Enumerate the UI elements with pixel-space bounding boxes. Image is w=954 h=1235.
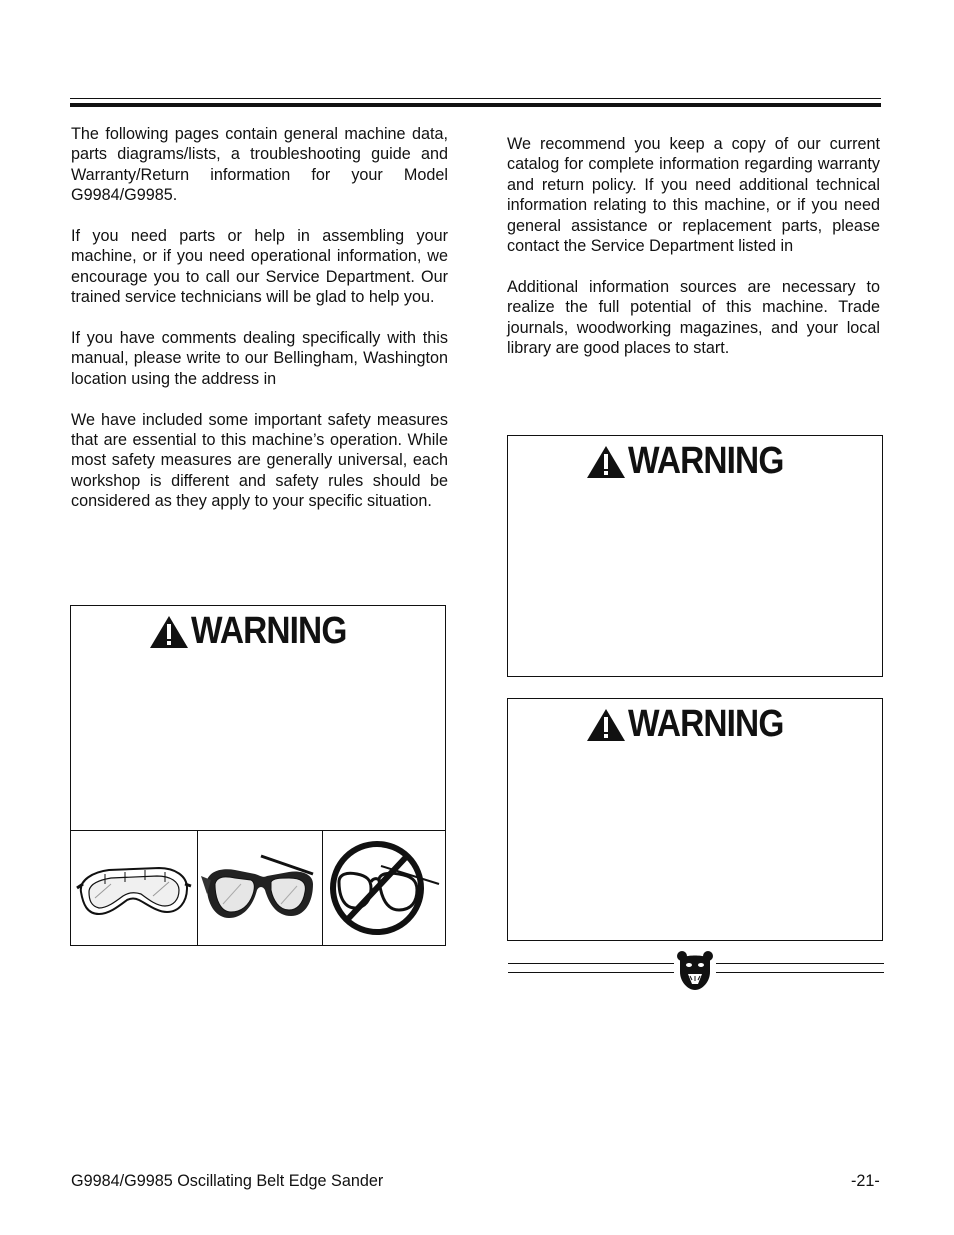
warning-header bbox=[71, 610, 445, 653]
safety-paragraph: We have included some important safety measures that are essential to this machine’s operation. While most safety measures are generally universal, each workshop is different and safety rules should be considered as they apply to your specific situation. bbox=[71, 410, 448, 511]
warning-triangle-icon bbox=[149, 615, 189, 649]
safety-goggles-icon bbox=[75, 848, 193, 928]
prohibited-glasses-cell bbox=[322, 831, 445, 945]
warning-header bbox=[508, 703, 882, 746]
warning-header bbox=[508, 440, 882, 483]
header-rule bbox=[70, 98, 881, 107]
warning-title: WARNING bbox=[627, 440, 784, 482]
bear-logo-icon bbox=[676, 950, 714, 992]
eyewear-illustrations bbox=[71, 830, 445, 945]
intro-paragraph: The following pages contain general machine data, parts diagrams/lists, a troubleshooting guide and Warranty/Return information for your Model G9984/G9985. bbox=[71, 125, 448, 205]
warning-box-lower-right bbox=[507, 698, 883, 941]
warning-title: WARNING bbox=[190, 610, 347, 652]
side-shield-glasses-cell bbox=[197, 831, 322, 945]
goggles-cell bbox=[71, 831, 197, 945]
service-paragraph: If you need parts or help in assembling your machine, or if you need operational information, we encourage you to call our Service Department. Our trained service technicians will be glad to help you. bbox=[71, 227, 448, 307]
section-end-divider bbox=[508, 950, 884, 992]
left-column bbox=[71, 124, 448, 532]
page-number: -21- bbox=[851, 1172, 880, 1190]
warning-title: WARNING bbox=[627, 703, 784, 745]
footer-title: G9984/G9985 Oscillating Belt Edge Sander bbox=[71, 1172, 384, 1190]
right-column bbox=[507, 134, 880, 379]
catalog-paragraph: We recommend you keep a copy of our current catalog for complete information regarding warranty and return policy. If you need additional technical information relating to this machine, or if you need general assistance or replacement parts, please contact the Service Department listed in bbox=[507, 135, 880, 256]
prohibited-eyeglasses-icon bbox=[325, 838, 443, 938]
safety-glasses-side-shields-icon bbox=[201, 846, 319, 930]
warning-box-upper-right bbox=[507, 435, 883, 677]
warning-triangle-icon bbox=[586, 708, 626, 742]
info-sources-paragraph: Additional information sources are necessary to realize the full potential of this machine. Trade journals, woodworking magazines, and your local library are good places to start. bbox=[507, 277, 880, 358]
warning-triangle-icon bbox=[586, 445, 626, 479]
comments-paragraph: If you have comments dealing specifically with this manual, please write to our Bellingham, Washington location using the address in bbox=[71, 329, 448, 388]
warning-box-eye-protection bbox=[70, 605, 446, 946]
